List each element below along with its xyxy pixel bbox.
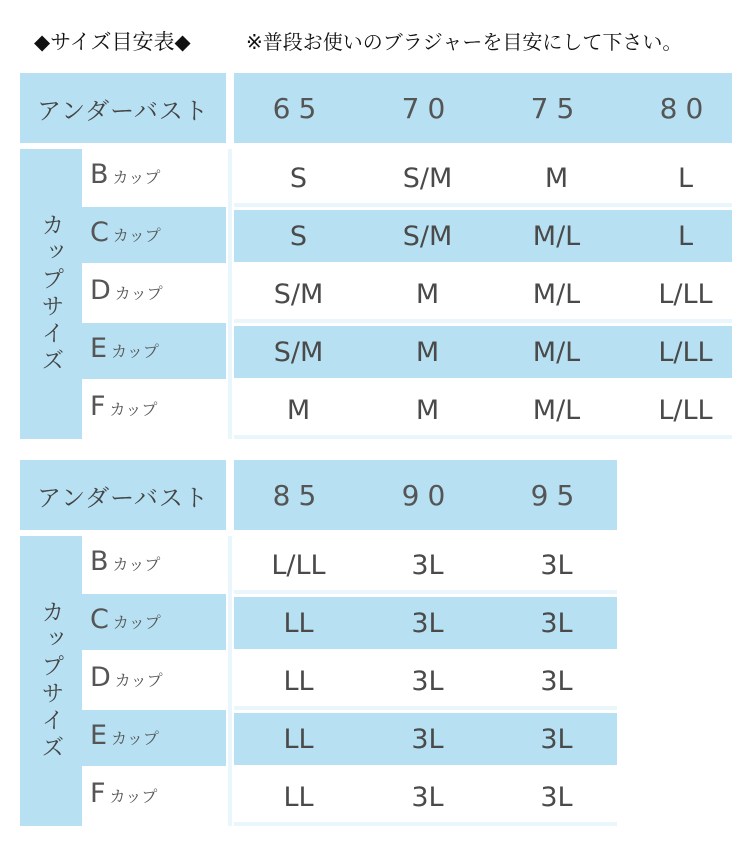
size-cell: M/L: [532, 278, 581, 310]
underbust-header: アンダーバスト: [20, 460, 226, 530]
size-cell: LL: [283, 665, 314, 697]
cup-letter: D: [90, 275, 111, 306]
cup-size-label: [20, 536, 82, 826]
size-cell: L: [677, 220, 694, 252]
size-cell: L/LL: [658, 336, 713, 368]
size-cell: S/M: [402, 162, 453, 194]
size-cell: LL: [283, 781, 314, 813]
size-cell: 3L: [411, 723, 444, 755]
size-cell: M/L: [532, 220, 581, 252]
cup-unit: カップ: [112, 168, 161, 187]
underbust-size: 75: [530, 91, 583, 125]
size-cell: M: [415, 336, 440, 368]
size-cell: M: [286, 394, 311, 426]
cup-unit: カップ: [112, 613, 161, 632]
cup-label: [82, 323, 226, 381]
cup-letter: C: [90, 604, 109, 635]
size-cell: 3L: [540, 607, 573, 639]
cup-letter: F: [90, 391, 106, 422]
size-cell: 3L: [540, 723, 573, 755]
size-cell: 3L: [411, 665, 444, 697]
cup-unit: カップ: [109, 400, 158, 419]
size-cell: S/M: [273, 336, 324, 368]
label-edge: [228, 149, 232, 439]
underbust-size: 95: [530, 478, 583, 512]
size-cell: 3L: [411, 607, 444, 639]
size-cell: L/LL: [658, 394, 713, 426]
size-cell: LL: [283, 723, 314, 755]
cup-letter: F: [90, 778, 106, 809]
cup-label: [82, 594, 226, 652]
cup-label: [82, 149, 226, 207]
size-cell: M/L: [532, 394, 581, 426]
underbust-header: アンダーバスト: [20, 73, 226, 143]
underbust-size: 70: [401, 91, 454, 125]
page-header: [34, 26, 734, 60]
cup-letter: E: [90, 333, 108, 364]
size-cell: L/LL: [658, 278, 713, 310]
cup-letter: E: [90, 720, 108, 751]
size-cell: LL: [283, 607, 314, 639]
size-cell: M/L: [532, 336, 581, 368]
cup-label: [82, 536, 226, 594]
size-table-2: [20, 460, 617, 823]
cup-label: [82, 381, 226, 439]
size-cell: 3L: [540, 549, 573, 581]
size-cell: S/M: [273, 278, 324, 310]
size-cell: M: [544, 162, 569, 194]
cup-unit: カップ: [109, 787, 158, 806]
cup-label: [82, 710, 226, 768]
size-cell: M: [415, 394, 440, 426]
cup-unit: カップ: [111, 729, 159, 748]
page-title: ◆サイズ目安表◆: [34, 30, 191, 54]
size-cell: S: [289, 162, 308, 194]
size-cell: 3L: [411, 781, 444, 813]
cup-size-label-text: カップサイズ: [37, 213, 64, 375]
cup-unit: カップ: [114, 671, 163, 690]
size-cell: S: [289, 220, 308, 252]
size-table-1: [20, 73, 732, 439]
cup-label: [82, 207, 226, 265]
underbust-size: 80: [659, 91, 712, 125]
size-cell: L/LL: [271, 549, 326, 581]
cup-letter: B: [90, 546, 109, 577]
cup-size-label: [20, 149, 82, 439]
cup-label: [82, 768, 226, 826]
cup-label: [82, 265, 226, 323]
cup-letter: B: [90, 159, 109, 190]
usage-note: ※普段お使いのブラジャーを目安にして下さい。: [246, 30, 683, 54]
cup-unit: カップ: [111, 342, 159, 361]
cup-letter: D: [90, 662, 111, 693]
underbust-size: 90: [401, 478, 454, 512]
size-cell: S/M: [402, 220, 453, 252]
cup-unit: カップ: [112, 226, 161, 245]
label-edge: [228, 536, 232, 826]
underbust-size: 65: [272, 91, 325, 125]
cup-unit: カップ: [114, 284, 163, 303]
cup-label: [82, 652, 226, 710]
size-cell: 3L: [411, 549, 444, 581]
size-cell: M: [415, 278, 440, 310]
cup-unit: カップ: [112, 555, 161, 574]
cup-letter: C: [90, 217, 109, 248]
size-cell: 3L: [540, 781, 573, 813]
size-cell: L: [677, 162, 694, 194]
size-cell: 3L: [540, 665, 573, 697]
underbust-size: 85: [272, 478, 325, 512]
cup-size-label-text: カップサイズ: [37, 600, 64, 762]
